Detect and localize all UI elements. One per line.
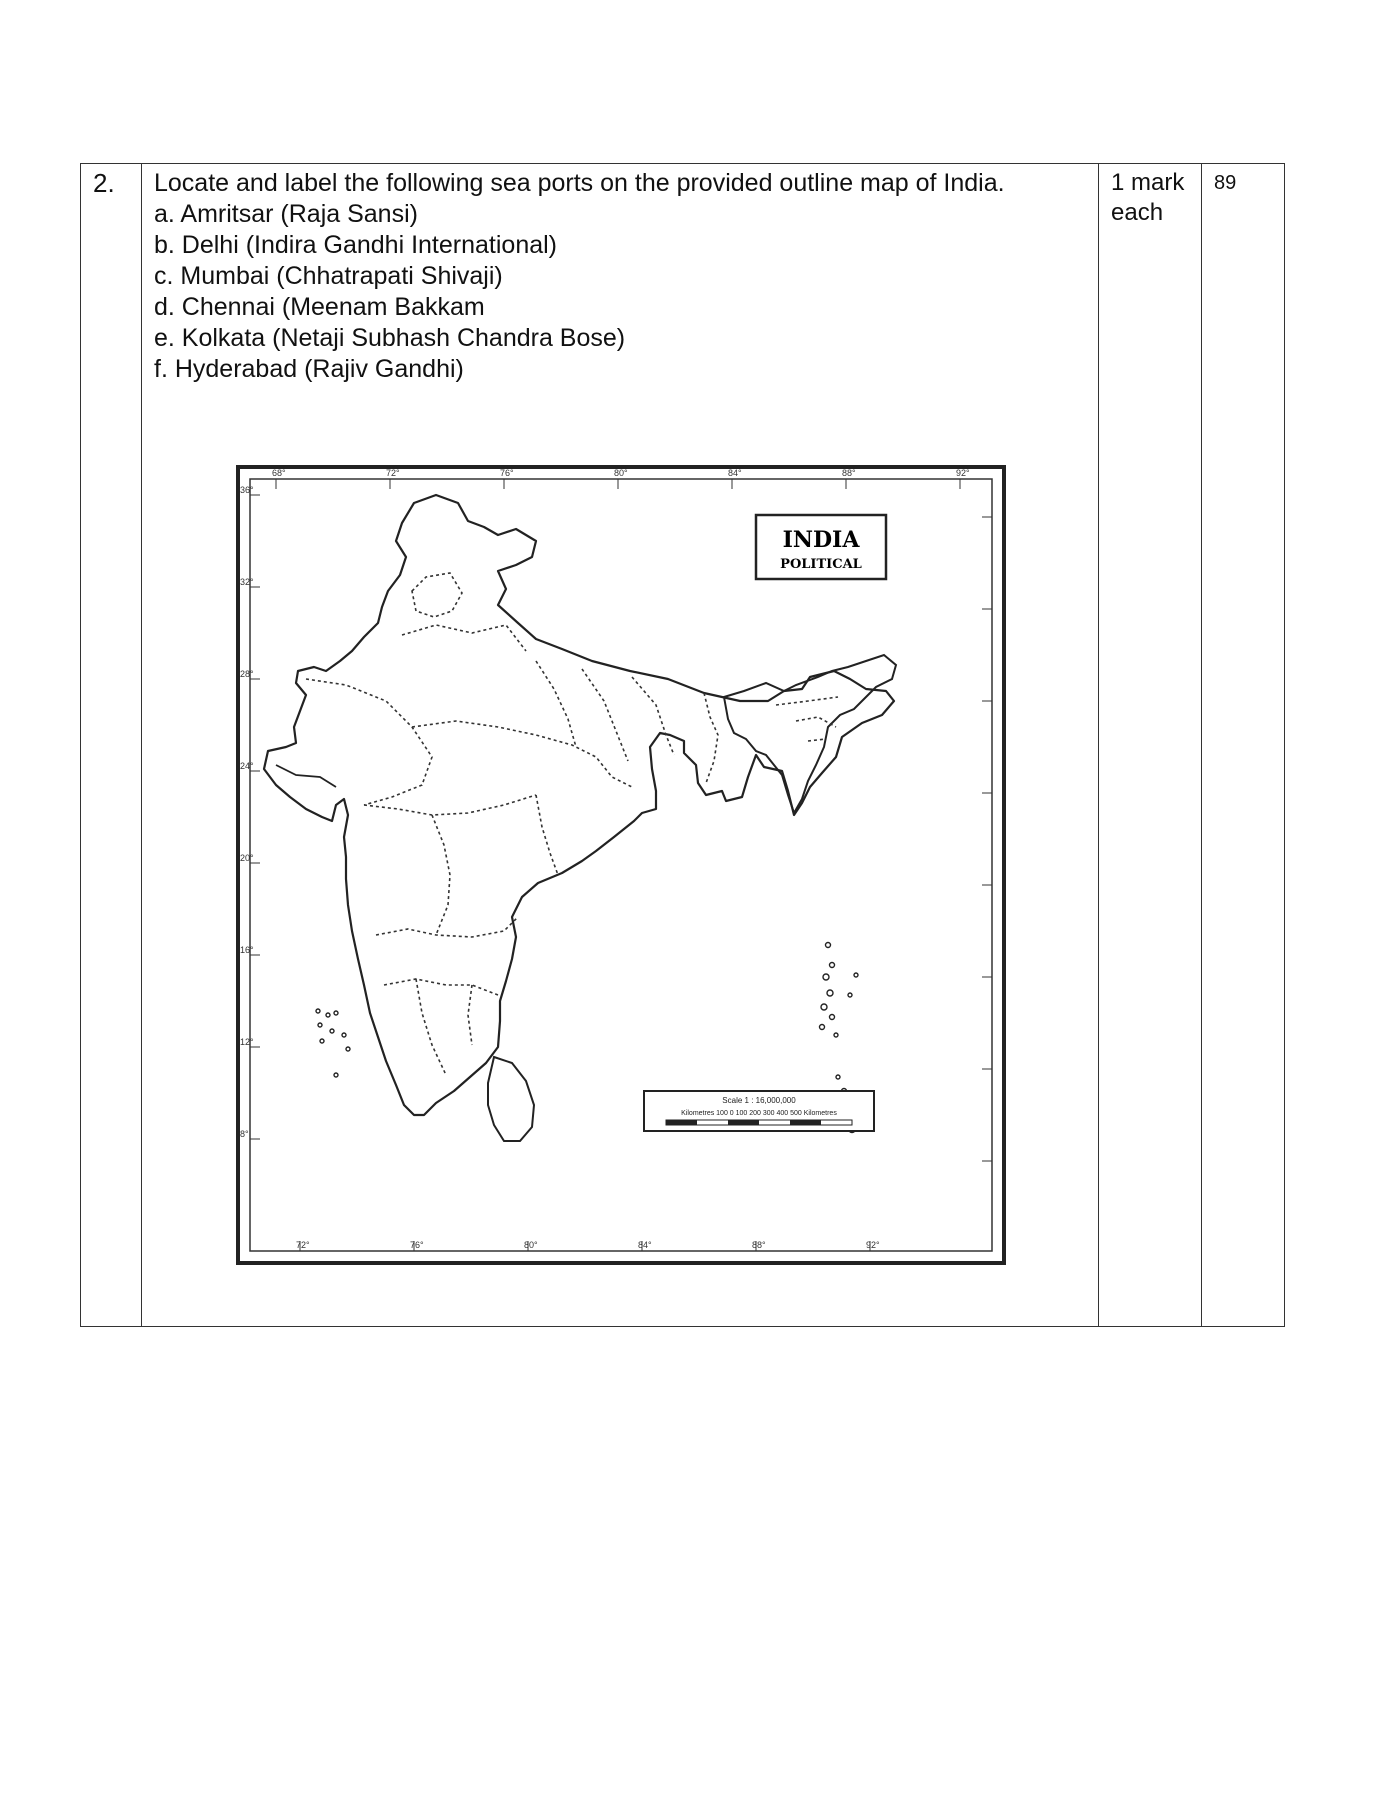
lon-tick-label: 88°	[842, 468, 856, 478]
lat-tick-label: 16°	[240, 945, 254, 955]
marks-cell	[1099, 164, 1202, 1327]
outline-map	[236, 465, 1006, 1265]
scale-bar	[644, 1091, 874, 1131]
lat-tick-label: 20°	[240, 853, 254, 863]
marks-value: 1 mark each	[1111, 169, 1185, 226]
lon-tick-label: 84°	[638, 1240, 652, 1250]
question-table	[80, 163, 1285, 1327]
lat-tick-label: 12°	[240, 1037, 254, 1047]
question-number: 2.	[93, 168, 115, 198]
lat-tick-label: 36°	[240, 485, 254, 495]
india-map-svg	[236, 465, 1006, 1265]
scale-title: Scale 1 : 16,000,000	[722, 1096, 796, 1105]
list-item: e. Kolkata (Netaji Subhash Chandra Bose)	[154, 324, 626, 352]
map-subtitle: POLITICAL	[780, 557, 862, 572]
map-title-box	[756, 515, 886, 579]
lon-tick-label: 92°	[956, 468, 970, 478]
lon-tick-label: 72°	[386, 468, 400, 478]
question-cell	[142, 164, 1099, 1327]
list-item: b. Delhi (Indira Gandhi International)	[154, 231, 558, 259]
lat-tick-label: 24°	[240, 761, 254, 771]
question-prompt: Locate and label the following sea ports on the provided outline map of India.	[154, 169, 1005, 197]
list-item: c. Mumbai (Chhatrapati Shivaji)	[154, 262, 503, 290]
question-row	[81, 164, 1285, 1327]
map-frame-outer	[238, 467, 1004, 1263]
page-number: 89	[1214, 172, 1237, 194]
question-text	[142, 164, 1098, 385]
list-item: f. Hyderabad (Rajiv Gandhi)	[154, 355, 464, 383]
map-title: INDIA	[782, 527, 860, 553]
lat-tick-label: 32°	[240, 577, 254, 587]
lon-tick-label: 68°	[272, 468, 286, 478]
question-number-cell	[81, 164, 142, 1327]
list-item: a. Amritsar (Raja Sansi)	[154, 200, 418, 228]
lat-tick-label: 28°	[240, 669, 254, 679]
lon-tick-label: 88°	[752, 1240, 766, 1250]
lon-tick-label: 80°	[614, 468, 628, 478]
lon-tick-label: 92°	[866, 1240, 880, 1250]
lon-tick-label: 80°	[524, 1240, 538, 1250]
page-cell	[1202, 164, 1285, 1327]
lon-tick-label: 72°	[296, 1240, 310, 1250]
lat-tick-label: 8°	[240, 1129, 249, 1139]
lon-tick-label: 76°	[500, 468, 514, 478]
list-item: d. Chennai (Meenam Bakkam	[154, 293, 485, 321]
lon-tick-label: 76°	[410, 1240, 424, 1250]
lon-tick-label: 84°	[728, 468, 742, 478]
scale-text: Kilometres 100 0 100 200 300 400 500 Kilometres	[681, 1110, 837, 1117]
